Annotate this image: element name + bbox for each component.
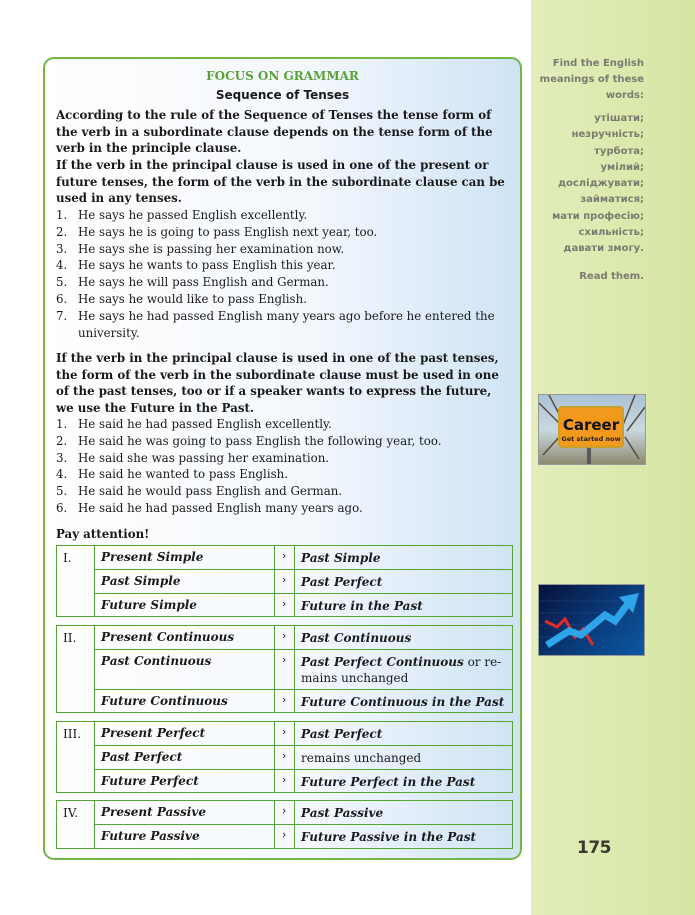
career-sign-subtitle: Get started now bbox=[561, 435, 621, 443]
box-subheading: Sequence of Tenses bbox=[215, 88, 350, 102]
tense-to: Past Simple bbox=[294, 546, 512, 569]
tense-from: Future Continuous bbox=[95, 690, 275, 712]
list-item: 6. He says he would like to pass English. bbox=[56, 291, 307, 306]
arrow-icon: › bbox=[282, 549, 287, 562]
word-item: умілий; bbox=[600, 161, 644, 173]
group-number: I. bbox=[57, 546, 95, 616]
group-number: IV. bbox=[57, 801, 95, 848]
arrow-icon: › bbox=[282, 828, 287, 841]
list-item: 4. He said he wanted to pass English. bbox=[56, 467, 289, 482]
group-number: III. bbox=[57, 722, 95, 792]
rule-paragraph: If the verb in the principal clause is used in one of the present or future tenses, the form of the verb in the subordinate clause can be used in any tenses. bbox=[56, 158, 505, 206]
tense-from: Present Passive bbox=[95, 801, 275, 824]
word-list bbox=[504, 111, 644, 258]
tense-from: Present Continuous bbox=[95, 626, 275, 649]
tense-from: Future Passive bbox=[95, 825, 275, 848]
example-list-present bbox=[56, 207, 512, 341]
table-row bbox=[95, 570, 512, 594]
list-item: 1. He said he had passed English excellently. bbox=[56, 417, 332, 431]
side-notes bbox=[504, 56, 644, 285]
tense-table-group bbox=[56, 625, 513, 713]
table-row bbox=[95, 801, 512, 825]
tense-to: Past Passive bbox=[294, 801, 512, 824]
tense-table-group bbox=[56, 721, 513, 793]
list-item: 4. He says he wants to pass English this year. bbox=[56, 258, 336, 273]
arrow-icon: › bbox=[282, 804, 287, 817]
tense-to: Past Perfect bbox=[294, 722, 512, 745]
career-sign-illustration bbox=[539, 395, 645, 464]
word-item: турбота; bbox=[594, 145, 644, 157]
read-them-instruction: Read them. bbox=[579, 270, 644, 282]
box-heading: FOCUS ON GRAMMAR bbox=[206, 69, 359, 83]
table-row bbox=[95, 546, 512, 570]
word-item: схильність; bbox=[578, 227, 644, 239]
list-item: 2. He said he was going to pass English the following year, too. bbox=[56, 433, 442, 448]
rule-paragraph: If the verb in the principal clause is used in one of the past tenses, the form of the verb in the subordinate clause must be used in one of the past tenses, too or if a speaker wants to express the future, we use the Future in the Past. bbox=[56, 351, 499, 416]
list-item: 1. He says he passed English excellently. bbox=[56, 208, 308, 222]
list-item: 5. He says he will pass English and German. bbox=[56, 275, 329, 290]
tense-to: Future Continuous in the Past bbox=[294, 690, 512, 712]
table-row bbox=[95, 650, 512, 690]
arrow-icon: › bbox=[282, 749, 287, 762]
tense-from: Past Continuous bbox=[95, 650, 275, 689]
tense-table-group bbox=[56, 545, 513, 617]
table-row bbox=[95, 770, 512, 792]
example-list-past bbox=[56, 416, 512, 517]
arrow-icon: › bbox=[282, 597, 287, 610]
tense-from: Past Simple bbox=[95, 570, 275, 593]
table-row bbox=[95, 722, 512, 746]
tense-to: Past Perfect Continuous or re-mains unchanged bbox=[294, 650, 512, 689]
word-item: займатися; bbox=[580, 194, 644, 206]
word-item: незручність; bbox=[571, 129, 644, 141]
table-row bbox=[95, 746, 512, 770]
tense-to: Future Perfect in the Past bbox=[294, 770, 512, 792]
career-sign-title: Career bbox=[562, 416, 620, 434]
tense-from: Future Simple bbox=[95, 594, 275, 616]
word-item: давати змогу. bbox=[563, 243, 644, 255]
tense-from: Present Simple bbox=[95, 546, 275, 569]
table-row bbox=[95, 690, 512, 712]
tense-to: Future in the Past bbox=[294, 594, 512, 616]
tense-from: Past Perfect bbox=[95, 746, 275, 769]
grammar-focus-box bbox=[43, 57, 522, 860]
arrow-icon: › bbox=[282, 773, 287, 786]
arrow-icon: › bbox=[282, 653, 287, 666]
tense-from: Present Perfect bbox=[95, 722, 275, 745]
tense-to: Past Continuous bbox=[294, 626, 512, 649]
table-row bbox=[95, 626, 512, 650]
table-row bbox=[95, 594, 512, 616]
list-item: 5. He said he would pass English and German. bbox=[56, 484, 343, 499]
list-item: 7. He says he had passed English many years ago before he entered the university. bbox=[56, 308, 495, 340]
page-number: 175 bbox=[577, 838, 611, 858]
word-item: досліджувати; bbox=[557, 178, 644, 190]
pay-attention-label: Pay attention! bbox=[56, 527, 150, 541]
side-notes-title: Find the English meanings of these words: bbox=[539, 58, 644, 101]
arrow-icon: › bbox=[282, 725, 287, 738]
tense-to: Past Perfect bbox=[294, 570, 512, 593]
list-item: 3. He says she is passing her examination now. bbox=[56, 241, 345, 256]
tense-table-group bbox=[56, 800, 513, 849]
list-item: 2. He says he is going to pass English next year, too. bbox=[56, 224, 378, 239]
word-item: мати професію; bbox=[552, 210, 644, 222]
tense-from: Future Perfect bbox=[95, 770, 275, 792]
career-sign-photo bbox=[538, 394, 646, 465]
growth-arrow-illustration bbox=[539, 585, 644, 655]
arrow-icon: › bbox=[282, 693, 287, 706]
list-item: 6. He said he had passed English many years ago. bbox=[56, 500, 363, 515]
arrow-icon: › bbox=[282, 629, 287, 642]
arrow-icon: › bbox=[282, 573, 287, 586]
table-row bbox=[95, 825, 512, 848]
tense-to: remains unchanged bbox=[294, 746, 512, 769]
tense-to: Future Passive in the Past bbox=[294, 825, 512, 848]
group-number: II. bbox=[57, 626, 95, 712]
rule-paragraph: According to the rule of the Sequence of Tenses the tense form of the verb in a subordinate clause depends on the tense form of the verb in the principle clause. bbox=[56, 108, 493, 156]
list-item: 3. He said she was passing her examination. bbox=[56, 450, 330, 465]
word-item: утішати; bbox=[594, 113, 644, 124]
growth-chart-photo bbox=[538, 584, 645, 656]
